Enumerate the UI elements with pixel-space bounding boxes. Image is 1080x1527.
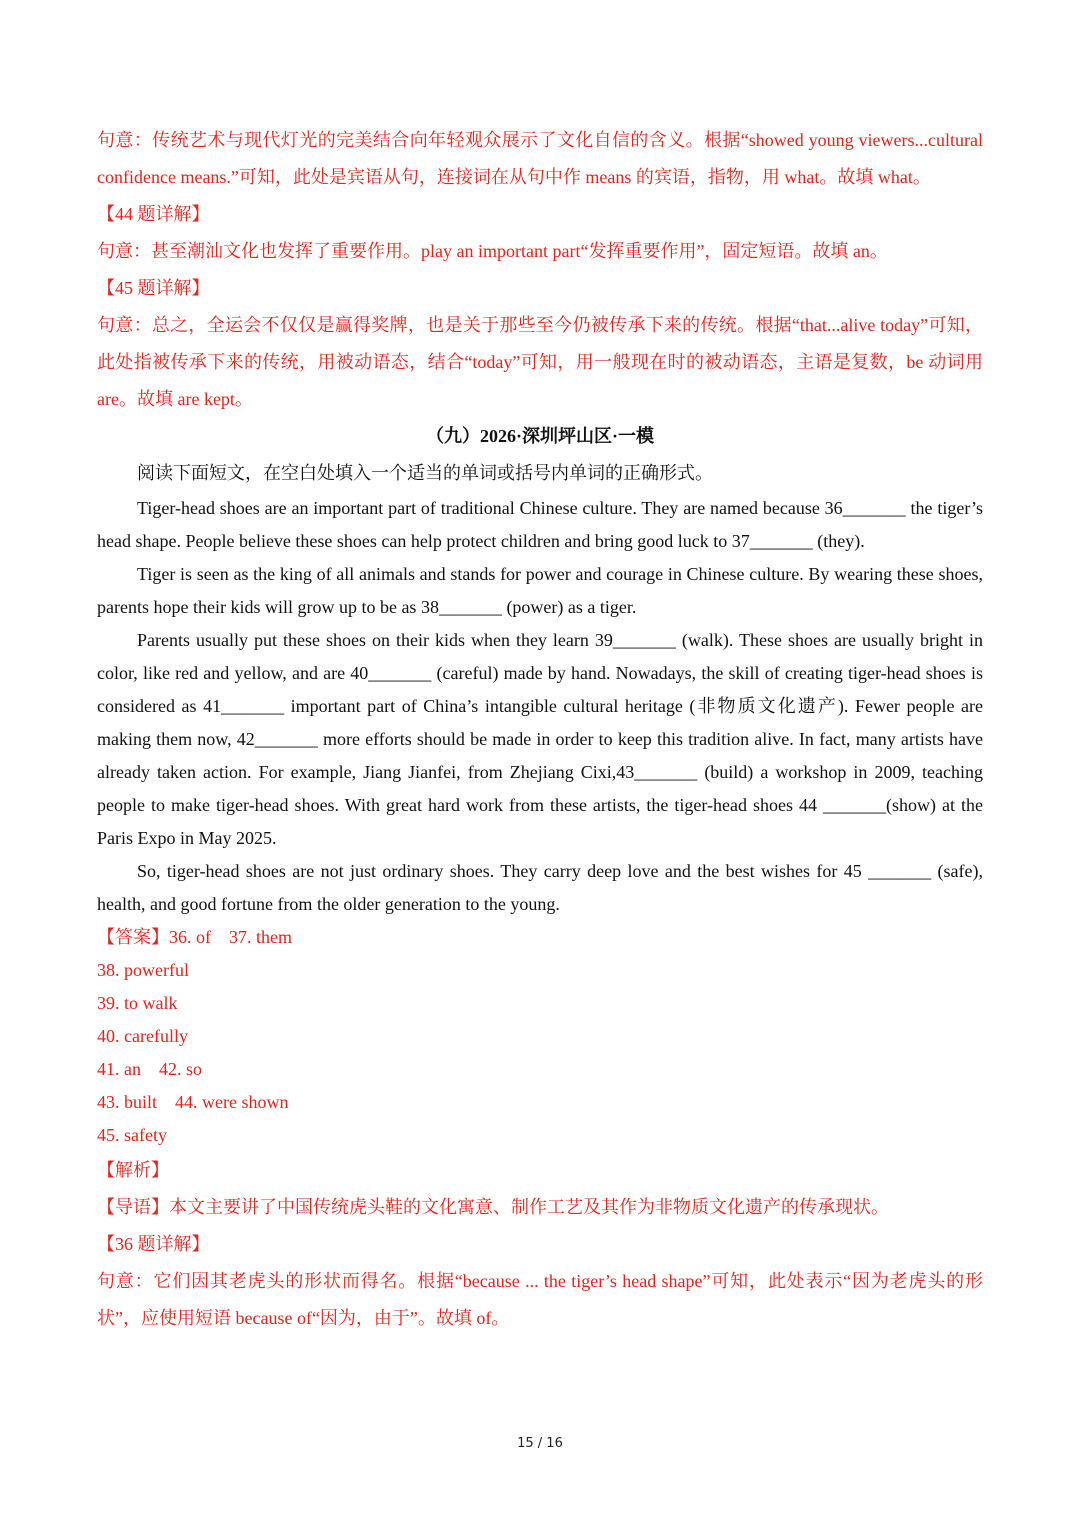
q44-text: 句意：甚至潮汕文化也发挥了重要作用。play an important part“发挥重要作用”，固定短语。故填 an。 bbox=[97, 241, 888, 261]
q36-title: 【36 题详解】 bbox=[97, 1234, 210, 1254]
q44-title: 【44 题详解】 bbox=[97, 204, 210, 224]
document-page bbox=[97, 122, 983, 1337]
intro-text: 本文主要讲了中国传统虎头鞋的文化寓意、制作工艺及其作为非物质文化遗产的传承现状。 bbox=[169, 1197, 889, 1217]
passage-paragraph-4: So, tiger-head shoes are not just ordinary shoes. They carry deep love and the best wishes for 45 _______ (safe), health, and good fortune from the older generation to the young. bbox=[97, 861, 983, 914]
answers-first-values: 36. of 37. them bbox=[169, 927, 292, 947]
answers-block bbox=[97, 921, 983, 1152]
section-instruction: 阅读下面短文，在空白处填入一个适当的单词或括号内单词的正确形式。 bbox=[137, 463, 713, 483]
q36-text: 句意：它们因其老虎头的形状而得名。根据“because ... the tiger’s head shape”可知，此处表示“因为老虎头的形状”，应使用短语 because of“因为，由于”。故填 of。 bbox=[97, 1271, 983, 1328]
answer-line: 41. an 42. so bbox=[97, 1059, 202, 1079]
page-number: 15 / 16 bbox=[517, 1436, 563, 1451]
passage-paragraph-1: Tiger-head shoes are an important part of traditional Chinese culture. They are named because 36_______ the tiger’s head shape. People believe these shoes can help protect children and bring good luck to 37_______ (they). bbox=[97, 498, 983, 551]
intro-label: 【导语】 bbox=[97, 1197, 169, 1217]
answer-line: 38. powerful bbox=[97, 960, 189, 980]
answer-line: 45. safety bbox=[97, 1125, 167, 1145]
answers-label: 【答案】 bbox=[97, 927, 169, 947]
answer-line: 43. built 44. were shown bbox=[97, 1092, 289, 1112]
answer-line: 40. carefully bbox=[97, 1026, 188, 1046]
section-heading: （九）2026·深圳坪山区·一模 bbox=[425, 426, 654, 446]
q45-title: 【45 题详解】 bbox=[97, 278, 210, 298]
analysis-title: 【解析】 bbox=[97, 1160, 169, 1180]
passage-paragraph-3: Parents usually put these shoes on their kids when they learn 39_______ (walk). These shoes are usually bright in color, like red and yellow, and are 40_______ (careful) made by hand. Nowadays, the skill of creating tiger-head shoes is considered as 41_______ important part of China’s intangible cultural heritage (非物质文化遗产). Fewer people are making them now, 42_______ more efforts should be made in order to keep this tradition alive. In fact, many artists have already taken action. For example, Jiang Jianfei, from Zhejiang Cixi,43_______ (build) a workshop in 2009, teaching people to make tiger-head shoes. With great hard work from these artists, the tiger-head shoes 44 _______(show) at the Paris Expo in May 2025. bbox=[97, 630, 983, 848]
q45-text: 句意：总之，全运会不仅仅是赢得奖牌，也是关于那些至今仍被传承下来的传统。根据“that...alive today”可知，此处指被传承下来的传统，用被动语态，结合“today”可知，用一般现在时的被动语态，主语是复数，be 动词用 are。故填 are kept。 bbox=[97, 315, 983, 409]
answers-first-line bbox=[97, 921, 983, 954]
answer-line: 39. to walk bbox=[97, 993, 178, 1013]
analysis-intro bbox=[97, 1189, 983, 1226]
passage-paragraph-2: Tiger is seen as the king of all animals and stands for power and courage in Chinese culture. By wearing these shoes, parents hope their kids will grow up to be as 38_______ (power) as a tiger. bbox=[97, 564, 983, 617]
q43-meaning: 句意：传统艺术与现代灯光的完美结合向年轻观众展示了文化自信的含义。根据“showed young viewers...cultural confidence means.”可知，此处是宾语从句，连接词在从句中作 means 的宾语，指物，用 what。故填 what。 bbox=[97, 130, 983, 187]
